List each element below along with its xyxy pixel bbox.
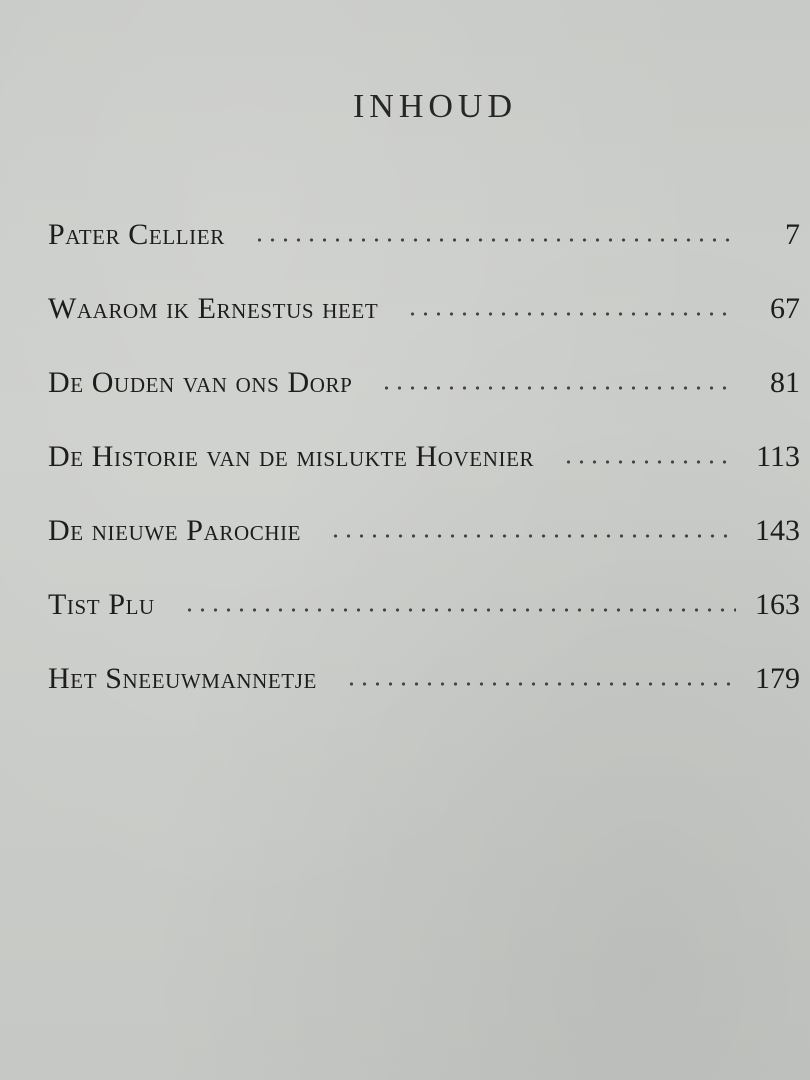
toc-entry-title: De nieuwe Parochie [48,514,302,547]
toc-entry-title: Het Sneeuwmannetje [48,662,317,695]
toc-entry-title: Waarom ik Ernestus heet [48,292,379,325]
dot-leader [345,679,736,689]
toc-entry-title: De Historie van de mislukte Hovenier [48,440,535,473]
toc-entry-page: 81 [770,366,800,399]
toc-entry-page: 179 [755,662,800,695]
toc-entry-page: 113 [756,440,800,473]
table-of-contents [48,198,800,716]
toc-entry [48,568,800,642]
toc-entry-page: 143 [755,514,800,547]
toc-entry-title: Tist Plu [48,588,155,621]
dot-leader [183,605,736,615]
dot-leader [329,531,736,541]
toc-entry [48,346,800,420]
toc-entry [48,420,800,494]
dot-leader [253,235,736,245]
dot-leader [406,309,736,319]
toc-entry [48,198,800,272]
page-title: INHOUD [352,88,518,125]
toc-entry-page: 67 [770,292,800,325]
dot-leader [562,457,736,467]
toc-entry-title: Pater Cellier [48,218,225,251]
toc-entry-title: De Ouden van ons Dorp [48,366,353,399]
toc-entry-page: 163 [755,588,800,621]
dot-leader [380,383,736,393]
toc-entry [48,494,800,568]
toc-entry [48,642,800,716]
toc-entry-page: 7 [785,218,800,251]
toc-entry [48,272,800,346]
